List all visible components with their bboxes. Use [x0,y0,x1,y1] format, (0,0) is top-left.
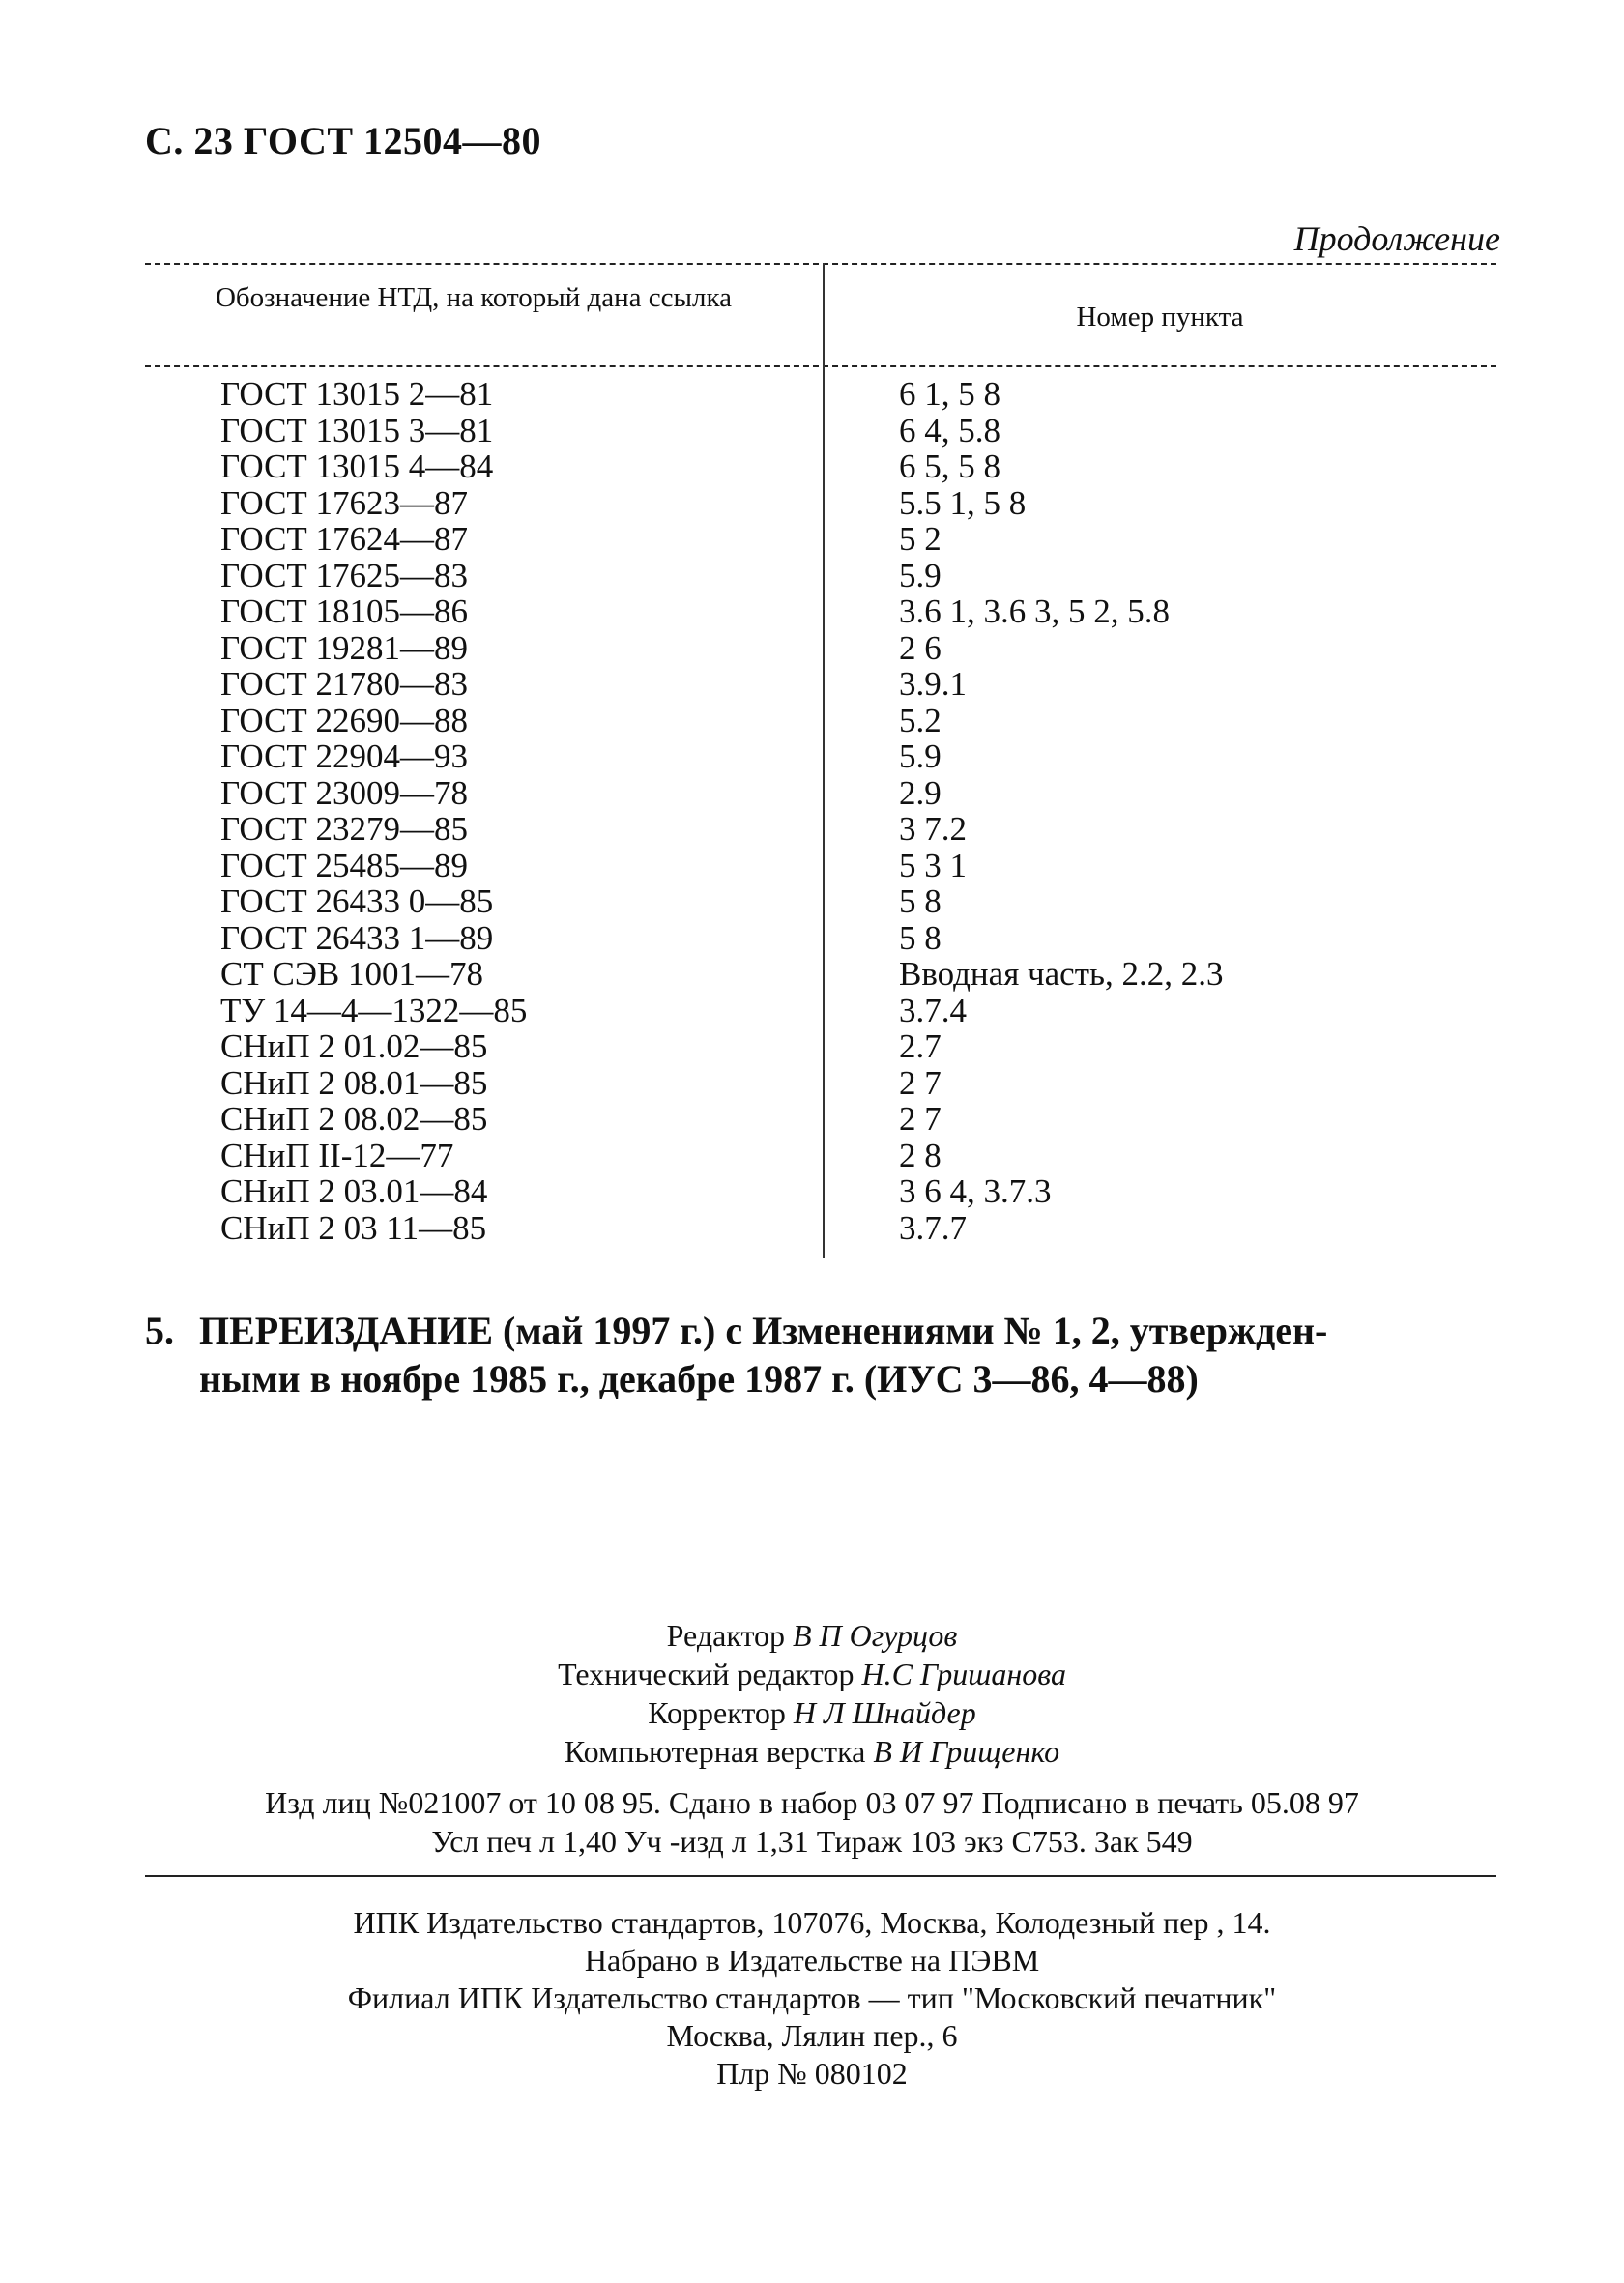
clause-cell: 5.5 1, 5 8 [899,483,1027,522]
table-row [0,1101,1624,1138]
clause-cell: 2 7 [899,1100,942,1138]
table-row [0,703,1624,739]
document-cell: ГОСТ 22690—88 [220,701,469,739]
table-row [0,775,1624,812]
document-cell: ГОСТ 18105—86 [220,592,469,630]
table-row [0,993,1624,1029]
credit-role: Редактор [666,1618,785,1653]
document-cell: СНиП 2 01.02—85 [220,1027,488,1065]
credit-role: Корректор [648,1695,786,1730]
document-cell: СНиП 2 03 11—85 [220,1208,487,1247]
credit-proofreader [0,1693,1624,1732]
clause-cell: 3.7.7 [899,1208,967,1247]
table-row [0,558,1624,594]
clause-cell: 2 7 [899,1063,942,1102]
document-cell: ГОСТ 19281—89 [220,628,469,667]
clause-cell: 5.9 [899,737,942,775]
table-row [0,1028,1624,1065]
table-row [0,593,1624,630]
reissue-line-1: ПЕРЕИЗДАНИЕ (май 1997 г.) с Изменениями № 1, 2, утвержден- [199,1309,1328,1352]
clause-cell: 5 8 [899,882,942,920]
column-header-document: Обозначение НТД, на который дана ссылка [215,282,733,313]
table-row [0,630,1624,667]
document-cell: ГОСТ 23009—78 [220,773,469,812]
credit-role: Компьютерная верстка [564,1734,866,1769]
table-row [0,521,1624,558]
document-cell: ГОСТ 26433 0—85 [220,882,494,920]
publisher-line: Москва, Лялин пер., 6 [666,2018,958,2053]
table-row [0,413,1624,449]
table-top-rule [145,263,1496,265]
credit-name: В П Огурцов [793,1618,958,1653]
credits [0,1616,1624,1771]
publisher-info [0,1904,1624,2093]
clause-cell: 3.7.4 [899,991,967,1029]
clause-cell: 2 8 [899,1136,942,1174]
clause-cell: 3 7.2 [899,810,967,848]
clause-cell: 5 3 1 [899,846,967,884]
clause-cell: 2 6 [899,628,942,667]
clause-cell: 6 5, 5 8 [899,448,1000,485]
table-row [0,956,1624,993]
clause-cell: 6 4, 5.8 [899,411,1000,449]
document-cell: ГОСТ 13015 3—81 [220,411,494,449]
publisher-line: Набрано в Издательстве на ПЭВМ [584,1943,1040,1978]
document-cell: СНиП II-12—77 [220,1136,454,1174]
table-row [0,1210,1624,1247]
table-row [0,448,1624,485]
document-cell: ГОСТ 13015 2—81 [220,375,494,413]
table-row [0,811,1624,848]
clause-cell: Вводная часть, 2.2, 2.3 [899,955,1224,993]
clause-cell: 3.9.1 [899,665,967,703]
clause-cell: 5.9 [899,556,942,594]
document-cell: ГОСТ 21780—83 [220,665,469,703]
document-cell: ГОСТ 13015 4—84 [220,448,494,485]
publisher-line: ИПК Издательство стандартов, 107076, Москва, Колодезный пер , 14. [353,1905,1271,1940]
credit-layout [0,1732,1624,1771]
document-cell: ТУ 14—4—1322—85 [220,991,528,1029]
document-cell: ГОСТ 17623—87 [220,483,469,522]
table-row [0,1173,1624,1210]
document-cell: ГОСТ 17624—87 [220,520,469,558]
table-row [0,883,1624,920]
table-row [0,1065,1624,1102]
table-header-rule [145,365,1496,367]
document-cell: ГОСТ 23279—85 [220,810,469,848]
credit-name: Н Л Шнайдер [793,1695,976,1730]
imprint-line-1: Изд лиц №021007 от 10 08 95. Сдано в набор 03 07 97 Подписано в печать 05.08 97 [265,1785,1359,1820]
table-row [0,485,1624,522]
table-row [0,1138,1624,1174]
credit-role: Технический редактор [558,1657,855,1691]
publisher-line: Плр № 080102 [716,2056,908,2091]
imprint-rule [145,1875,1496,1877]
column-header-clause: Номер пункта [1076,302,1244,332]
continuation-label: Продолжение [1293,219,1500,258]
credit-name: Н.С Гришанова [861,1657,1066,1691]
credit-technical-editor [0,1655,1624,1693]
table-row [0,738,1624,775]
credit-name: В И Грищенко [873,1734,1060,1769]
clause-cell: 3 6 4, 3.7.3 [899,1172,1052,1210]
reference-table-body [0,376,1624,1246]
document-cell: СТ СЭВ 1001—78 [220,955,484,993]
publisher-line: Филиал ИПК Издательство стандартов — тип "Московский печатник" [347,1980,1277,2015]
reissue-number: 5. [145,1309,174,1352]
clause-cell: 2.9 [899,773,942,812]
table-row [0,376,1624,413]
reissue-line-2: ными в ноябре 1985 г., декабре 1987 г. (ИУС 3—86, 4—88) [199,1357,1199,1401]
document-cell: ГОСТ 25485—89 [220,846,469,884]
table-row [0,666,1624,703]
table-row [0,920,1624,957]
document-cell: ГОСТ 22904—93 [220,737,469,775]
table-row [0,848,1624,884]
clause-cell: 5 2 [899,520,942,558]
imprint-line-2: Усл печ л 1,40 Уч -изд л 1,31 Тираж 103 экз С753. Зак 549 [431,1824,1193,1859]
clause-cell: 5.2 [899,701,942,739]
document-cell: СНиП 2 08.02—85 [220,1100,488,1138]
document-cell: ГОСТ 26433 1—89 [220,918,494,957]
clause-cell: 3.6 1, 3.6 3, 5 2, 5.8 [899,592,1170,630]
document-cell: СНиП 2 03.01—84 [220,1172,488,1210]
clause-cell: 5 8 [899,918,942,957]
document-cell: ГОСТ 17625—83 [220,556,469,594]
clause-cell: 6 1, 5 8 [899,375,1000,413]
page-header: С. 23 ГОСТ 12504—80 [145,119,542,162]
clause-cell: 2.7 [899,1027,942,1065]
credit-editor [0,1616,1624,1655]
imprint [0,1783,1624,1861]
document-cell: СНиП 2 08.01—85 [220,1063,488,1102]
